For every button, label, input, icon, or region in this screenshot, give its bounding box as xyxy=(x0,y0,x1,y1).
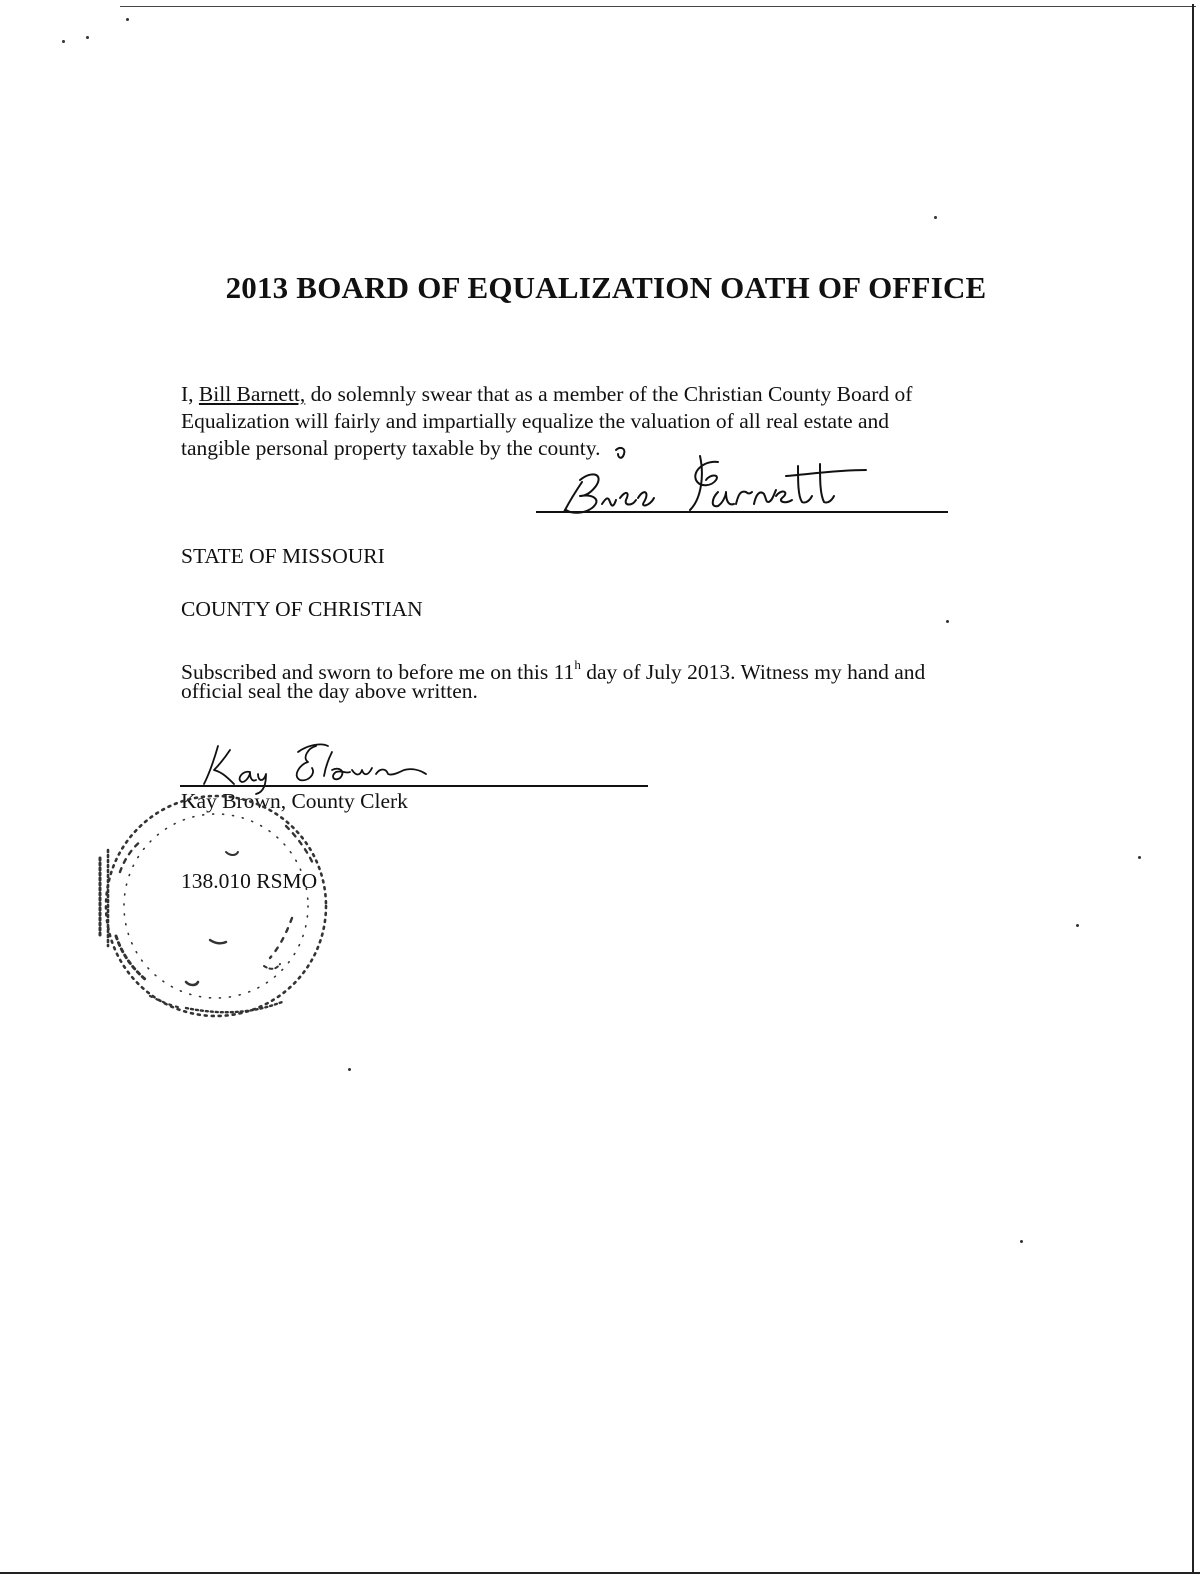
scan-speck xyxy=(1076,924,1079,927)
jurat-line-2: official seal the day above written. xyxy=(181,679,478,703)
oath-line-3: tangible personal property taxable by the county. xyxy=(181,436,601,460)
scan-speck xyxy=(946,620,949,623)
venue-county: COUNTY OF CHRISTIAN xyxy=(181,597,423,621)
oath-prefix: I, xyxy=(181,382,199,406)
signature-bill-barnett xyxy=(540,440,880,520)
signature-line-oath-taker xyxy=(536,511,948,513)
jurat-text-a: Subscribed and sworn to before me on this 11 xyxy=(181,660,575,684)
scan-speck xyxy=(1020,1240,1023,1243)
scan-edge-right xyxy=(1192,4,1194,1574)
scan-speck xyxy=(934,216,937,219)
scan-speck xyxy=(62,40,65,43)
oath-line-2: Equalization will fairly and impartially equalize the valuation of all real estate and xyxy=(181,409,890,433)
scan-edge-bottom xyxy=(0,1572,1200,1574)
document-title: 2013 BOARD OF EQUALIZATION OATH OF OFFICE xyxy=(225,270,987,305)
jurat-text-b: day of July 2013. Witness my hand and xyxy=(580,660,926,684)
oath-line-1 xyxy=(181,381,912,408)
jurat-superscript: h xyxy=(574,657,581,672)
scan-speck xyxy=(86,36,89,39)
scan-edge-top xyxy=(120,6,1196,7)
oath-line-1-rest: do solemnly swear that as a member of the Christian County Board of xyxy=(305,382,913,406)
clerk-caption: Kay Brown, County Clerk xyxy=(181,789,408,813)
scan-speck xyxy=(348,1068,351,1071)
scan-speck xyxy=(1138,856,1141,859)
statute-reference: 138.010 RSMO xyxy=(181,869,318,893)
venue-state: STATE OF MISSOURI xyxy=(181,544,385,568)
scan-speck xyxy=(126,18,129,21)
oath-name: Bill Barnett, xyxy=(198,382,306,406)
county-seal-emboss xyxy=(86,786,348,1022)
